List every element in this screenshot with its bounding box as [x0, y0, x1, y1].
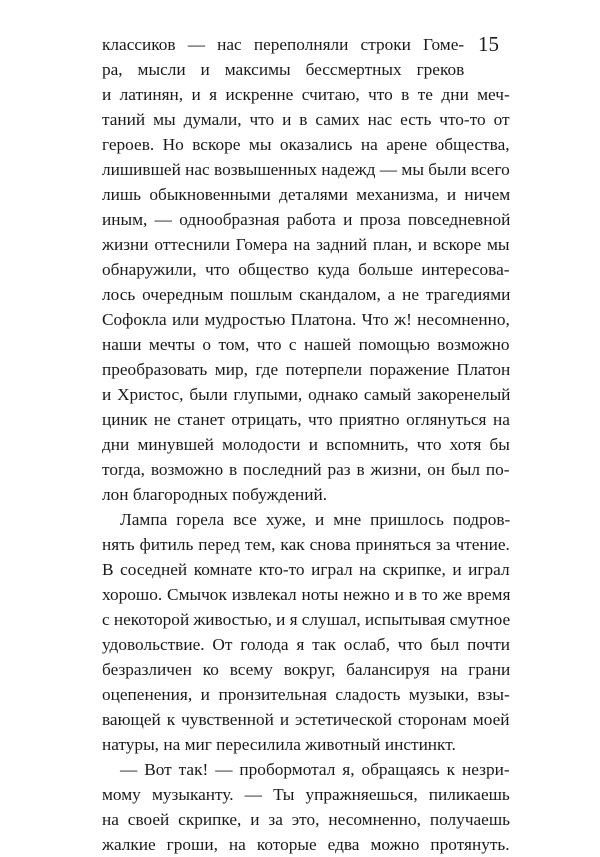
text-line: жизни оттеснили Гомера на задний план, и вскоре мы	[102, 235, 510, 254]
text-line: и Христос, были глупыми, однако самый закоренелый	[102, 385, 511, 404]
text-line: лон благородных побуждений.	[102, 485, 328, 504]
text-line: удовольствие. От голода я так ослаб, что был почти	[102, 635, 511, 654]
text-line: с некоторой живостью, и я слушал, испытывая смутное	[102, 610, 511, 629]
text-line: — Вот так! — пробормотал я, обращаясь к незри-	[120, 760, 510, 779]
text-line: и латинян, и я искренне считаю, что в те дни меч-	[102, 85, 510, 104]
text-line: В соседней комнате кто-то играл на скрипке, и играл	[102, 560, 510, 579]
text-line: лось очередным пошлым скандалом, а не трагедиями	[102, 285, 511, 304]
text-line: безразличен ко всему вокруг, балансируя на грани	[102, 660, 511, 679]
page-number: 15	[478, 32, 499, 56]
text-line: хорошо. Смычок извлекал ноты нежно и в то же время	[102, 585, 511, 604]
text-line: циник не станет отрицать, что приятно оглянуться на	[102, 410, 510, 429]
text-line: лишившей нас возвышенных надежд — мы были всего	[102, 160, 510, 179]
text-line: иным, — однообразная работа и проза повседневной	[102, 210, 511, 229]
body-text	[102, 32, 510, 857]
text-line: вающей к чувственной и эстетической сторонам моей	[102, 710, 510, 729]
text-line: натуры, на миг пересилила животный инстинкт.	[102, 735, 456, 754]
text-line: героев. Но вскоре мы оказались на арене общества,	[102, 135, 510, 154]
text-line: ра, мысли и максимы бессмертных греков	[102, 60, 465, 79]
text-line: оцепенения, и пронзительная сладость музыки, взы-	[102, 685, 510, 704]
text-line: Софокла или мудростью Платона. Что ж! несомненно,	[102, 310, 510, 329]
text-line: преобразовать мир, где потерпели поражение Платон	[102, 360, 511, 379]
text-line: обнаружили, что общество куда больше интересова-	[102, 260, 510, 279]
text-line: нять фитиль перед тем, как снова приняться за чтение.	[102, 535, 510, 554]
text-line: мому музыканту. — Ты упражняешься, пиликаешь	[102, 785, 510, 804]
text-line: тогда, возможно в последний раз в жизни, он был по-	[102, 460, 510, 479]
text-line: лишь обыкновенными деталями механизма, и ничем	[102, 185, 511, 204]
text-line: дни минувшей молодости и вспомнить, что хотя бы	[102, 435, 510, 454]
text-line: классиков — нас переполняли строки Гоме-	[102, 35, 465, 54]
text-line: жалкие гроши, на которые едва можно протянуть.	[102, 835, 510, 854]
text-line: на своей скрипке, и за это, несомненно, получаешь	[102, 810, 511, 829]
text-line: наши мечты о том, что с нашей помощью возможно	[102, 335, 510, 354]
text-line: таний мы думали, что и в самих нас есть что-то от	[102, 110, 510, 129]
text-line: Лампа горела все хуже, и мне пришлось подров-	[120, 510, 511, 529]
